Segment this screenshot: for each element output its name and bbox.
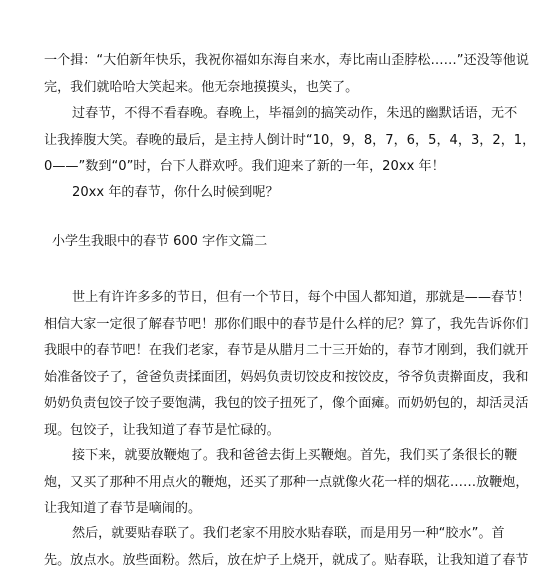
- text-line: 现。包饺子，让我知道了春节是忙碌的。: [44, 418, 464, 445]
- text-line: 一个揖：“大伯新年快乐，我祝你福如东海自来水，寿比南山歪脖松……”还没等他说: [44, 48, 464, 75]
- text-line: 世上有许许多多的节日，但有一个节日，每个中国人都知道，那就是——春节！: [44, 285, 464, 312]
- paragraph-5: [44, 443, 464, 523]
- text-line: 让我捧腹大笑。春晚的最后，是主持人倒计时“10，9，8，7，6，5，4，3，2，1，: [44, 128, 464, 155]
- text-line: 0——”数到“0”时，台下人群欢呼。我们迎来了新的一年，20xx 年！: [44, 154, 464, 181]
- text-line: 完，我们就哈哈大笑起来。他无奈地摸摸头，也笑了。: [44, 75, 464, 102]
- text-line: 然后，就要贴春联了。我们老家不用胶水贴春联，而是用另一种“胶水”。首: [44, 521, 464, 548]
- paragraph-6: [44, 521, 464, 574]
- text-line: 始准备饺子了，爸爸负责揉面团，妈妈负责切饺皮和按饺皮，爷爷负责擀面皮，我和: [44, 365, 464, 392]
- paragraph-4: [44, 285, 464, 444]
- text-line: 相信大家一定很了解春节吧！那你们眼中的春节是什么样的尼？算了，我先告诉你们: [44, 312, 464, 339]
- section-heading: 小学生我眼中的春节 600 字作文篇二: [52, 232, 267, 252]
- text-line: 我眼中的春节吧！在我们老家，春节是从腊月二十三开始的，春节才刚到，我们就开: [44, 338, 464, 365]
- text-line: 让我知道了春节是嘀闹的。: [44, 496, 464, 523]
- text-line: 接下来，就要放鞭炮了。我和爸爸去街上买鞭炮。首先，我们买了条很长的鞭: [44, 443, 464, 470]
- text-line: 奶奶负责包饺子饺子要饱满，我包的饺子扭死了，像个面瘫。而奶奶包的，却活灵活: [44, 391, 464, 418]
- text-line: 炮，又买了那种不用点火的鞭炮，还买了那种一点就像火花一样的烟花……放鞭炮，: [44, 470, 464, 497]
- text-line: 先。放点水。放些面粉。然后，放在炉子上烧开，就成了。贴春联，让我知道了春节: [44, 548, 464, 574]
- paragraph-2: [44, 101, 464, 181]
- paragraph-1: [44, 48, 464, 101]
- text-line: 过春节，不得不看春晚。春晚上，毕福剑的搞笑动作，朱迅的幽默话语，无不: [44, 101, 464, 128]
- paragraph-3: [44, 180, 464, 207]
- text-line: 20xx 年的春节，你什么时候到呢？: [44, 180, 464, 207]
